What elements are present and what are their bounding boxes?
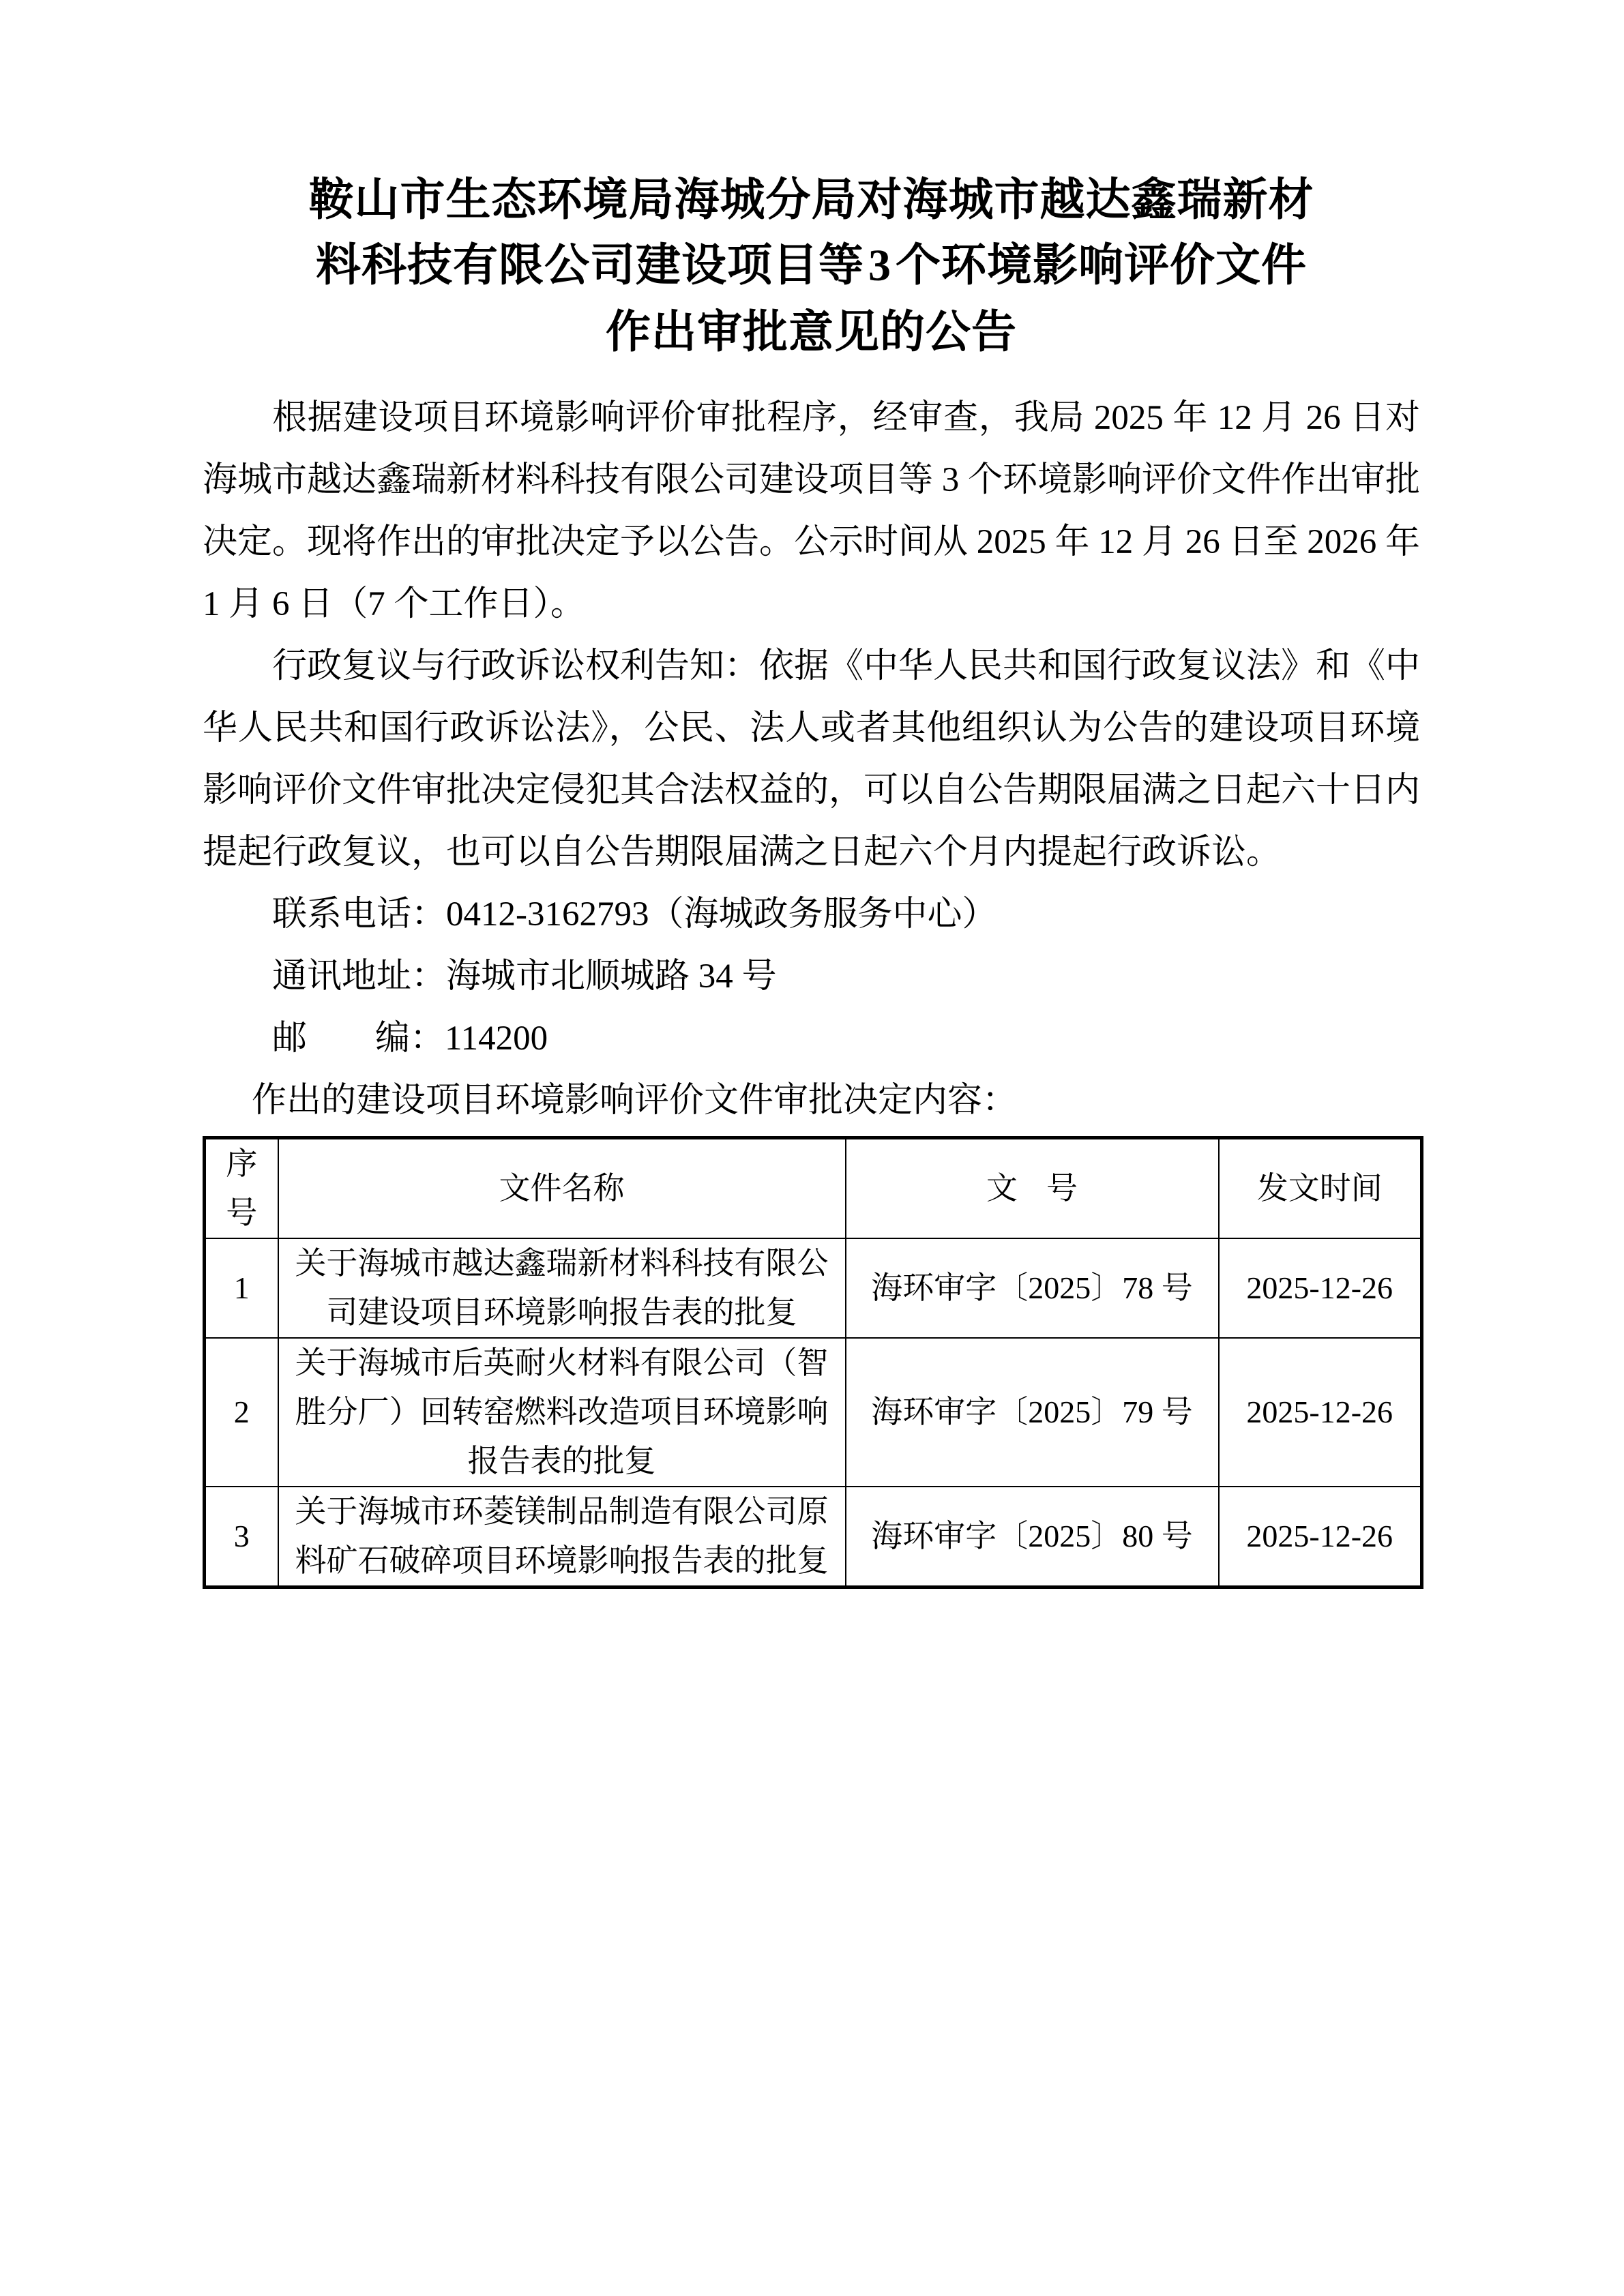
- column-header-doc-no-b: 号: [1046, 1171, 1078, 1206]
- contact-address-value: 海城市北顺城路 34 号: [446, 957, 777, 996]
- paragraph-notice: 根据建设项目环境影响评价审批程序，经审查，我局 2025 年 12 月 26 日对海城市越达鑫瑞新材料科技有限公司建设项目等 3 个环境影响评价文件作出审批决定。现将作出的审批决定予以公告。公示时间从 2025 年 12 月 26 日至 2026 年 1 月 6 日（7 个工作日）。: [203, 399, 1421, 623]
- column-header-issue-date: 发文时间: [1219, 1138, 1422, 1239]
- row-file-name: 关于海城市越达鑫瑞新材料科技有限公司建设项目环境影响报告表的批复: [278, 1238, 846, 1338]
- column-header-index-char-2: 号: [226, 1195, 258, 1230]
- table-row: [205, 1487, 1422, 1587]
- row-issue-date: 2025-12-26: [1219, 1487, 1422, 1587]
- body-text: [203, 387, 1420, 1132]
- title-count: 3: [868, 241, 891, 290]
- row-doc-no: 海环审字〔2025〕78 号: [846, 1238, 1219, 1338]
- contact-address-label: 通讯地址：: [272, 957, 447, 996]
- row-issue-date: 2025-12-26: [1219, 1238, 1422, 1338]
- title-line-2: [203, 232, 1420, 299]
- row-file-name: 关于海城市后英耐火材料有限公司（智胜分厂）回转窑燃料改造项目环境影响报告表的批复: [278, 1338, 846, 1487]
- table-row: [205, 1238, 1422, 1338]
- contact-address: [203, 946, 1420, 1008]
- column-header-index-char-1: 序: [226, 1146, 258, 1181]
- column-header-index: [205, 1138, 278, 1239]
- contact-phone: [203, 884, 1420, 946]
- title-line-2-tail: 个环境影响评价文件: [896, 239, 1307, 290]
- table-row: [205, 1338, 1422, 1487]
- row-file-name: 关于海城市环菱镁制品制造有限公司原料矿石破碎项目环境影响报告表的批复: [278, 1487, 846, 1587]
- contact-phone-label: 联系电话：: [272, 895, 447, 934]
- column-header-doc-no: [846, 1138, 1219, 1239]
- title-line-3: 作出审批意见的公告: [606, 306, 1017, 357]
- document-body: [203, 0, 1420, 1589]
- contact-postcode-label-a: 邮: [272, 1019, 308, 1058]
- column-header-doc-no-a: 文: [986, 1171, 1018, 1206]
- title-line-1: 鞍山市生态环境局海城分局对海城市越达鑫瑞新材: [308, 174, 1314, 224]
- contact-postcode-label-b: 编：: [375, 1019, 445, 1058]
- row-doc-no: 海环审字〔2025〕79 号: [846, 1338, 1219, 1487]
- row-issue-date: 2025-12-26: [1219, 1338, 1422, 1487]
- table-header-row: [205, 1138, 1422, 1239]
- table-lead-in: 作出的建设项目环境影响评价文件审批决定内容：: [252, 1082, 1018, 1120]
- row-index: 1: [205, 1238, 278, 1338]
- column-header-file-name: 文件名称: [278, 1138, 846, 1239]
- contact-phone-value: 0412-3162793（海城政务服务中心）: [446, 895, 997, 934]
- row-index: 2: [205, 1338, 278, 1487]
- contact-postcode-value: 114200: [445, 1019, 548, 1058]
- paragraph-legal-rights: 行政复议与行政诉讼权利告知：依据《中华人民共和国行政复议法》和《中华人民共和国行政诉讼法》，公民、法人或者其他组织认为公告的建设项目环境影响评价文件审批决定侵犯其合法权益的，可以自公告期限届满之日起六十日内提起行政复议，也可以自公告期限届满之日起六个月内提起行政诉讼。: [203, 647, 1421, 871]
- title-line-2-text: 料科技有限公司建设项目等: [316, 239, 864, 290]
- row-index: 3: [205, 1487, 278, 1587]
- page-title: [203, 0, 1420, 364]
- row-doc-no: 海环审字〔2025〕80 号: [846, 1487, 1219, 1587]
- approval-decisions-table: [203, 1136, 1423, 1589]
- contact-postcode: [203, 1008, 1420, 1070]
